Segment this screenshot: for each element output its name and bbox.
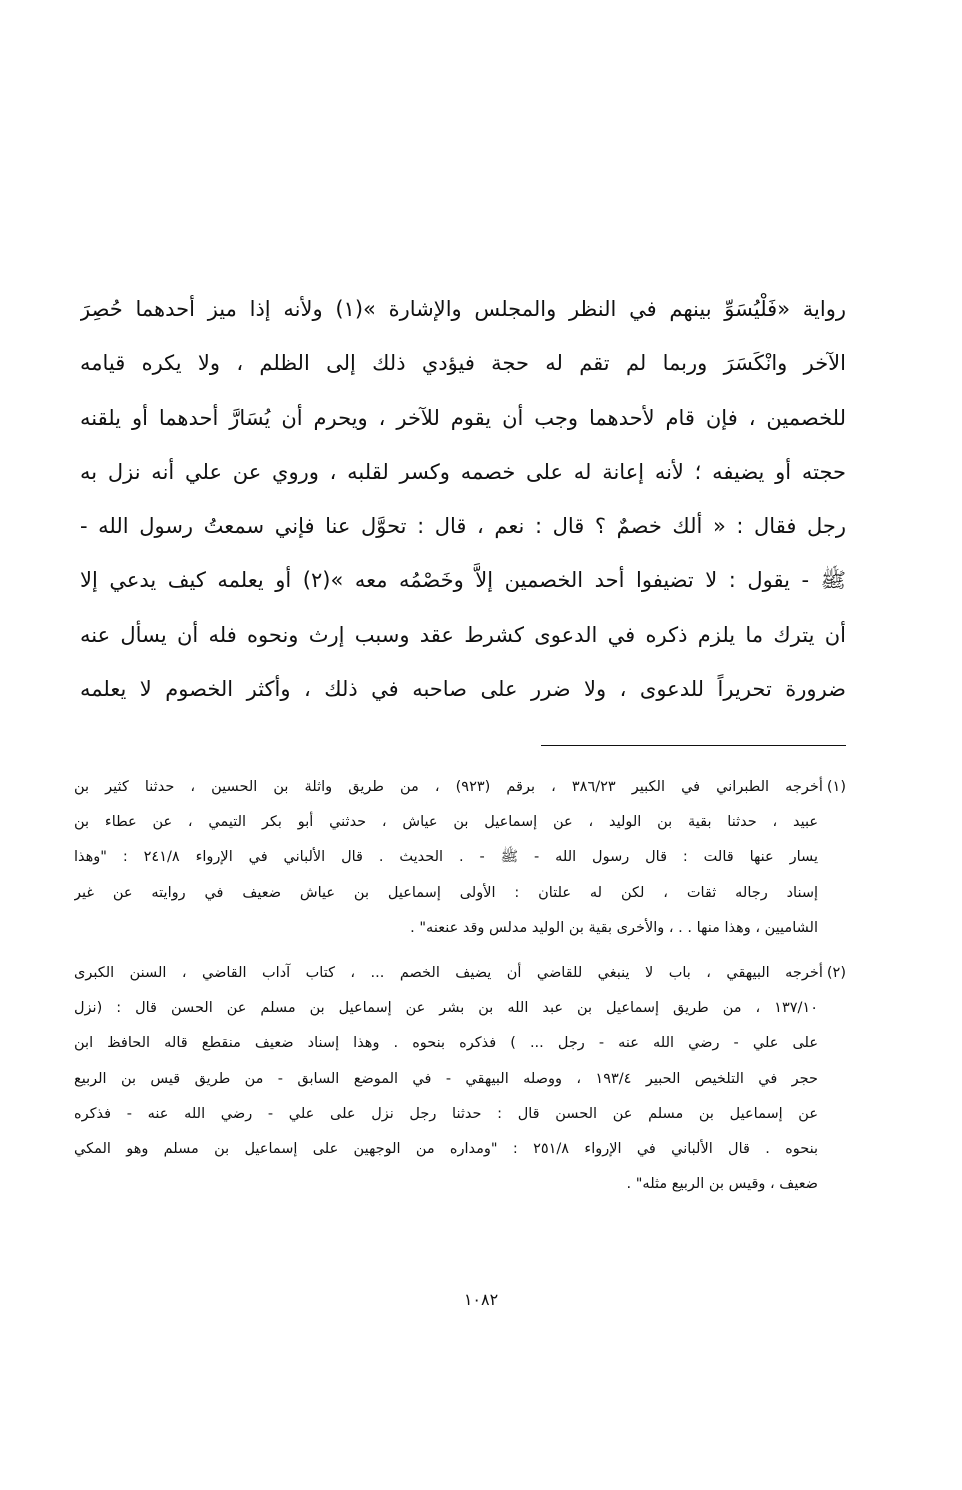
footnote-line: حجر في التلخيص الحبير ١٩٣/٤ ، ووصله البيهقي - في الموضع السابق - من طريق قيس بن الربيع — [74, 1070, 818, 1087]
footnote-line: عبيد ، حدثنا بقية بن الوليد ، عن إسماعيل بن عياش ، حدثني أبو بكر التيمي ، عن عطاء بن — [74, 814, 818, 831]
footnote-line — [74, 956, 846, 991]
main-text-line: أن يترك ما يلزم ذكره في الدعوى كشرط عقد وسبب إرث ونحوه فله أن يسأل عنه — [80, 622, 846, 647]
footnote-line: الشاميين ، وهذا منها . . ، والأخرى بقية بن الوليد مدلس وقد عنعنه" . — [410, 919, 818, 936]
main-text-line: حجته أو يضيفه ؛ لأنه إعانة له على خصمه وكسر لقلبه ، وروي عن علي أنه نزل به — [80, 459, 846, 484]
footnotes-block — [74, 770, 846, 1212]
footnote-line: إسناد رجاله ثقات ، لكن له علتان : الأولى إسماعيل بن عياش ضعيف في روايته عن غير — [74, 884, 818, 901]
main-text-line: الآخر وانْكَسَرَ وربما لم تقم له حجة فيؤدي ذلك إلى الظلم ، ولا يكره قيامه — [80, 351, 846, 376]
footnote-separator — [541, 745, 846, 746]
main-text-line: رواية «فَلْيُسَوِّ بينهم في النظر والمجلس والإشارة »(١) ولأنه إذا ميز أحدهما حُصِرَ — [80, 297, 846, 321]
footnote-line: ١٣٧/١٠ ، من طريق إسماعيل بن عبد الله بن بشر عن إسماعيل بن مسلم عن الحسن قال : (نزل — [74, 1000, 818, 1017]
footnote-2 — [74, 956, 846, 1202]
footnote-text: أخرجه البيهقي ، باب لا ينبغي للقاضي أن يضيف الخصم ... ، كتاب آداب القاضي ، السنن الكبرى — [74, 964, 823, 981]
footnote-line: ضعيف ، وقيس بن الربيع مثله" . — [626, 1176, 818, 1193]
main-text-line: رجل فقال : « ألك خصمٌ ؟ قال : نعم ، قال : تحوَّل عنا فإني سمعتُ رسول الله - — [80, 514, 846, 539]
main-text-line: ﷺ - يقول : لا تضيفوا أحد الخصمين إلاَّ وخَصْمُه معه »(٢) أو يعلمه كيف يدعي إلا — [80, 568, 846, 593]
footnote-line: بنحوه . قال الألباني في الإرواء ٢٥١/٨ : "ومداره من الوجهين على إسماعيل بن مسلم وهو المكي — [74, 1140, 818, 1157]
footnote-line — [74, 770, 846, 805]
main-text-line: ضرورة تحريراً للدعوى ، ولا ضرر على صاحبه في ذلك ، وأكثر الخصوم لا يعلمه — [80, 677, 846, 702]
footnote-text: أخرجه الطبراني في الكبير ٣٨٦/٢٣ ، برقم (٩٢٣) ، من طريق واثلة بن الحسين ، حدثنا كثير بن — [74, 779, 823, 795]
footnote-marker: (١) — [826, 779, 846, 795]
footnote-1 — [74, 770, 846, 946]
page-number: ١٠٨٢ — [463, 1290, 499, 1309]
footnote-line: عن إسماعيل بن مسلم عن الحسن قال : حدثنا رجل نزل على علي - رضي الله عنه - فذكره — [74, 1105, 818, 1122]
footnote-marker: (٢) — [826, 964, 846, 981]
main-text-line: للخصمين ، فإن قام لأحدهما وجب أن يقوم للآخر ، ويحرم أن يُسَارَّ أحدهما أو يلقنه — [80, 405, 846, 430]
main-text-block — [80, 282, 846, 716]
footnote-line: يسار عنها قالت : قال رسول الله - ﷺ - . الحديث . قال الألباني في الإرواء ٢٤١/٨ : "وهذا — [74, 849, 819, 866]
footnote-line: على علي - رضي الله عنه - رجل ... ) فذكره بنحوه . وهذا إسناد ضعيف منقطع قاله الحافظ ابن — [74, 1035, 818, 1052]
